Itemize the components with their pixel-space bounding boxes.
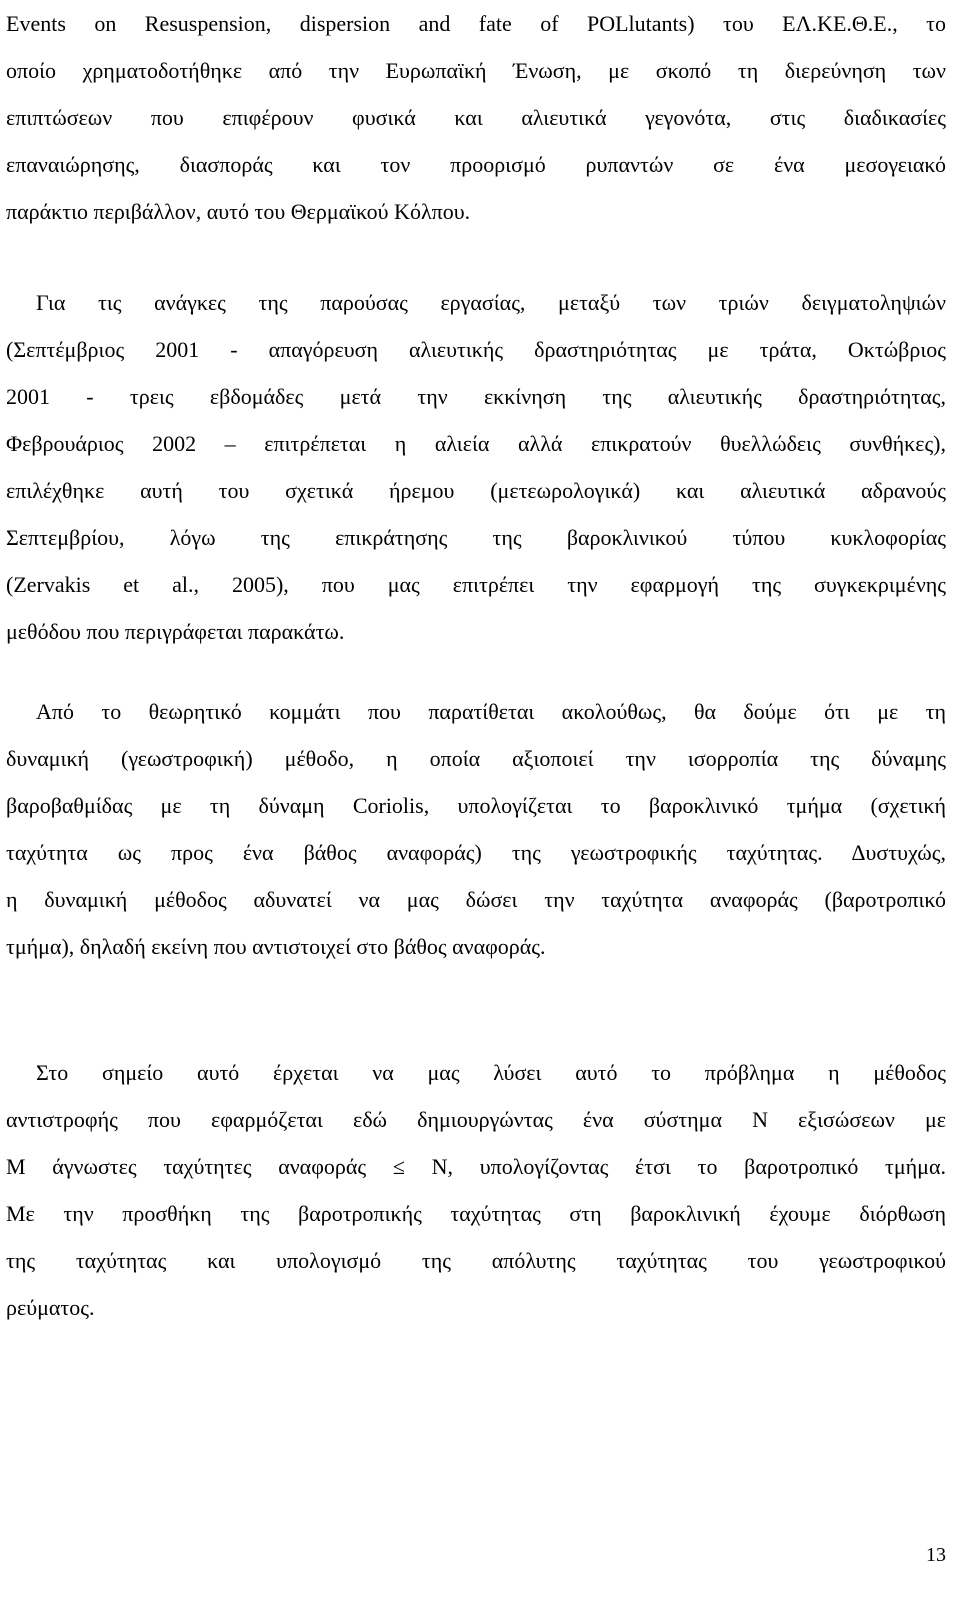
text-line: Με την προσθήκη της βαροτροπικής ταχύτητας στη βαροκλινική έχουμε διόρθωση: [6, 1201, 946, 1226]
text-line: της ταχύτητας και υπολογισμό της απόλυτης ταχύτητας του γεωστροφικού: [6, 1248, 946, 1273]
text-line: Από το θεωρητικό κομμάτι που παρατίθεται ακολούθως, θα δούμε ότι με τη: [36, 699, 946, 724]
text-line: 2001 - τρεις εβδομάδες μετά την εκκίνηση της αλιευτικής δραστηριότητας,: [6, 384, 946, 409]
text-line: (Zervakis et al., 2005), που μας επιτρέπει την εφαρμογή της συγκεκριμένης: [6, 572, 946, 597]
paragraph-4: [6, 1049, 946, 1331]
text-line: ρεύματος.: [6, 1295, 95, 1320]
text-line: οποίο χρηματοδοτήθηκε από την Ευρωπαϊκή Ένωση, με σκοπό τη διερεύνηση των: [6, 58, 946, 83]
text-line: Σεπτεμβρίου, λόγω της επικράτησης της βαροκλινικού τύπου κυκλοφορίας: [6, 525, 946, 550]
text-line: η δυναμική μέθοδος αδυνατεί να μας δώσει την ταχύτητα αναφοράς (βαροτροπικό: [6, 887, 946, 912]
text-line: Φεβρουάριος 2002 – επιτρέπεται η αλιεία αλλά επικρατούν θυελλώδεις συνθήκες),: [6, 431, 946, 456]
text-line: τμήμα), δηλαδή εκείνη που αντιστοιχεί στο βάθος αναφοράς.: [6, 934, 546, 959]
text-line: επιπτώσεων που επιφέρουν φυσικά και αλιευτικά γεγονότα, στις διαδικασίες: [6, 105, 946, 130]
text-line: επαναιώρησης, διασποράς και τον προορισμό ρυπαντών σε ένα μεσογειακό: [6, 152, 946, 177]
text-line: μεθόδου που περιγράφεται παρακάτω.: [6, 619, 345, 644]
text-line: Στο σημείο αυτό έρχεται να μας λύσει αυτό το πρόβλημα η μέθοδος: [36, 1060, 946, 1085]
text-line: ταχύτητα ως προς ένα βάθος αναφοράς) της γεωστροφικής ταχύτητας. Δυστυχώς,: [6, 840, 946, 865]
paragraph-2: [6, 279, 946, 655]
text-line: Για τις ανάγκες της παρούσας εργασίας, μεταξύ των τριών δειγματοληψιών: [36, 290, 946, 315]
paragraph-1: [6, 0, 946, 235]
text-line: αντιστροφής που εφαρμόζεται εδώ δημιουργώντας ένα σύστημα Ν εξισώσεων με: [6, 1107, 946, 1132]
text-line: Events on Resuspension, dispersion and fate of POLlutants) του ΕΛ.ΚΕ.Θ.Ε., το: [6, 11, 946, 36]
text-line: (Σεπτέμβριος 2001 - απαγόρευση αλιευτικής δραστηριότητας με τράτα, Οκτώβριος: [6, 337, 946, 362]
text-line: επιλέχθηκε αυτή του σχετικά ήρεμου (μετεωρολογικά) και αλιευτικά αδρανούς: [6, 478, 946, 503]
page-number: 13: [926, 1544, 946, 1566]
text-line: δυναμική (γεωστροφική) μέθοδο, η οποία αξιοποιεί την ισορροπία της δύναμης: [6, 746, 946, 771]
paragraph-3: [6, 688, 946, 970]
text-line: βαροβαθμίδας με τη δύναμη Coriolis, υπολογίζεται το βαροκλινικό τμήμα (σχετική: [6, 793, 946, 818]
text-line: παράκτιο περιβάλλον, αυτό του Θερμαϊκού Κόλπου.: [6, 199, 471, 224]
text-line: Μ άγνωστες ταχύτητες αναφοράς ≤ Ν, υπολογίζοντας έτσι το βαροτροπικό τμήμα.: [6, 1154, 946, 1179]
